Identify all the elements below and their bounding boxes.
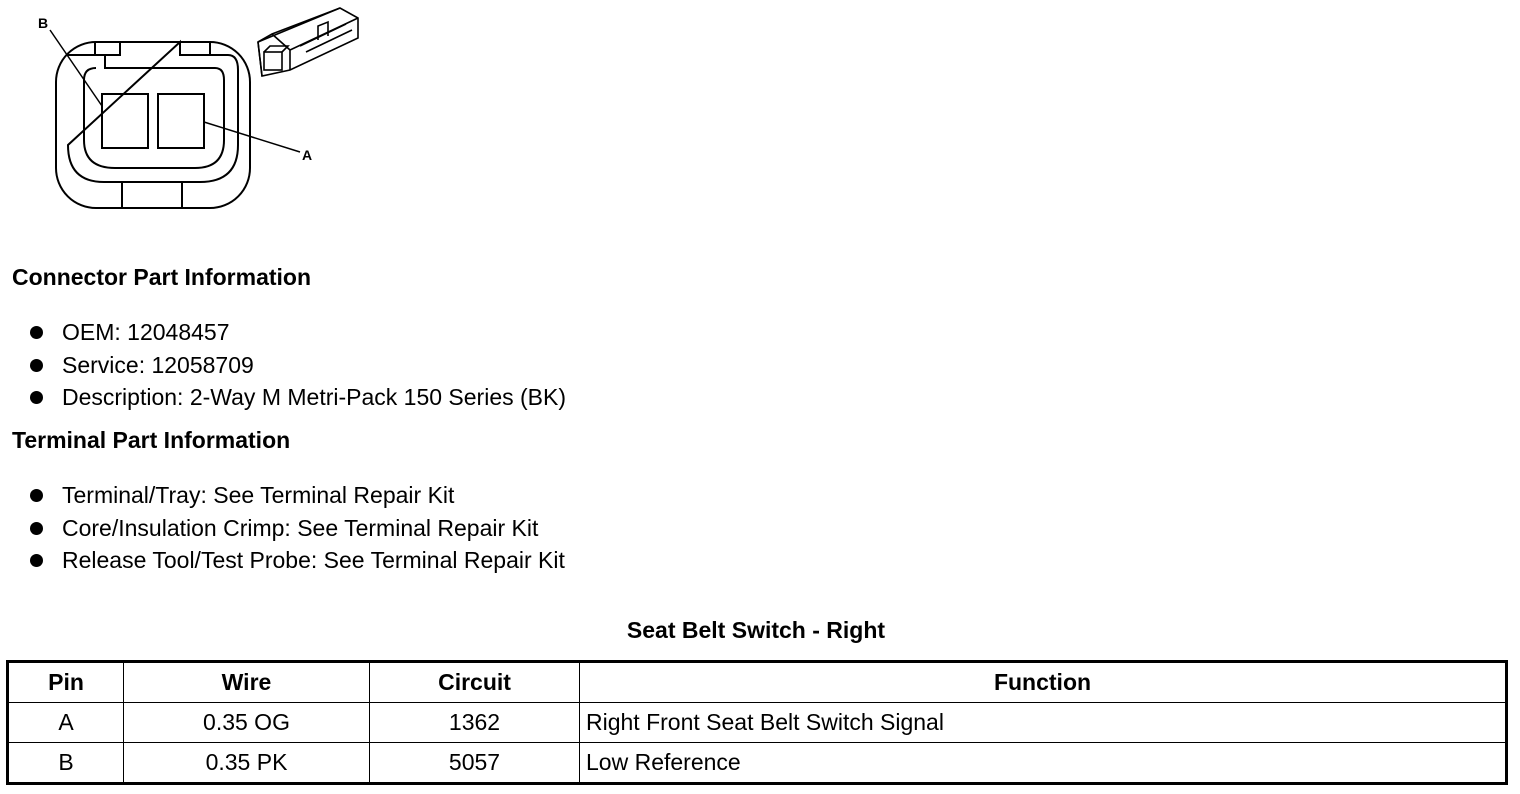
pin-label-a: A bbox=[302, 147, 313, 163]
table-row bbox=[8, 743, 1507, 784]
list-item-text: Terminal/Tray: See Terminal Repair Kit bbox=[62, 482, 455, 508]
table-header-row bbox=[8, 662, 1507, 703]
list-item-text: Description: 2-Way M Metri-Pack 150 Series (BK) bbox=[62, 384, 567, 411]
list-item bbox=[30, 381, 566, 414]
cell-wire: 0.35 PK bbox=[124, 743, 370, 784]
list-item bbox=[30, 316, 566, 349]
cell-pin: A bbox=[8, 703, 124, 743]
list-item-text: OEM: 12048457 bbox=[62, 319, 230, 345]
column-header-pin: Pin bbox=[8, 662, 124, 703]
list-item bbox=[30, 349, 566, 382]
list-item-text: Service: 12058709 bbox=[62, 351, 254, 378]
cell-circuit: 5057 bbox=[370, 743, 580, 784]
connector-diagram bbox=[0, 0, 380, 220]
cell-wire: 0.35 OG bbox=[124, 703, 370, 743]
terminal-part-list bbox=[30, 479, 565, 577]
terminal-cavity-b bbox=[102, 94, 148, 148]
table-row bbox=[8, 703, 1507, 743]
bullet-icon bbox=[30, 326, 43, 339]
cell-function: Low Reference bbox=[580, 743, 1507, 784]
connector-part-list bbox=[30, 316, 566, 414]
column-header-wire: Wire bbox=[124, 662, 370, 703]
bullet-icon bbox=[30, 391, 43, 404]
list-item-text: Release Tool/Test Probe: See Terminal Repair Kit bbox=[62, 547, 565, 574]
column-header-function: Function bbox=[580, 662, 1507, 703]
bullet-icon bbox=[30, 522, 43, 535]
leader-line-a bbox=[204, 122, 300, 152]
cell-circuit: 1362 bbox=[370, 703, 580, 743]
cell-function: Right Front Seat Belt Switch Signal bbox=[580, 703, 1507, 743]
list-item bbox=[30, 479, 565, 512]
table-title: Seat Belt Switch - Right bbox=[626, 617, 886, 643]
list-item bbox=[30, 512, 565, 545]
connector-part-heading: Connector Part Information bbox=[12, 264, 312, 290]
list-item bbox=[30, 544, 565, 577]
pin-label-b: B bbox=[38, 15, 49, 31]
bullet-icon bbox=[30, 489, 43, 502]
column-header-circuit: Circuit bbox=[370, 662, 580, 703]
terminal-part-heading: Terminal Part Information bbox=[12, 427, 291, 453]
connector-inner-cavity bbox=[68, 42, 238, 182]
terminal-cavity-a bbox=[158, 94, 204, 148]
bullet-icon bbox=[30, 359, 43, 372]
list-item-text: Core/Insulation Crimp: See Terminal Repair Kit bbox=[62, 514, 539, 541]
bullet-icon bbox=[30, 554, 43, 567]
pinout-table bbox=[6, 660, 1508, 785]
cell-pin: B bbox=[8, 743, 124, 784]
connector-3d-icon bbox=[258, 8, 358, 76]
